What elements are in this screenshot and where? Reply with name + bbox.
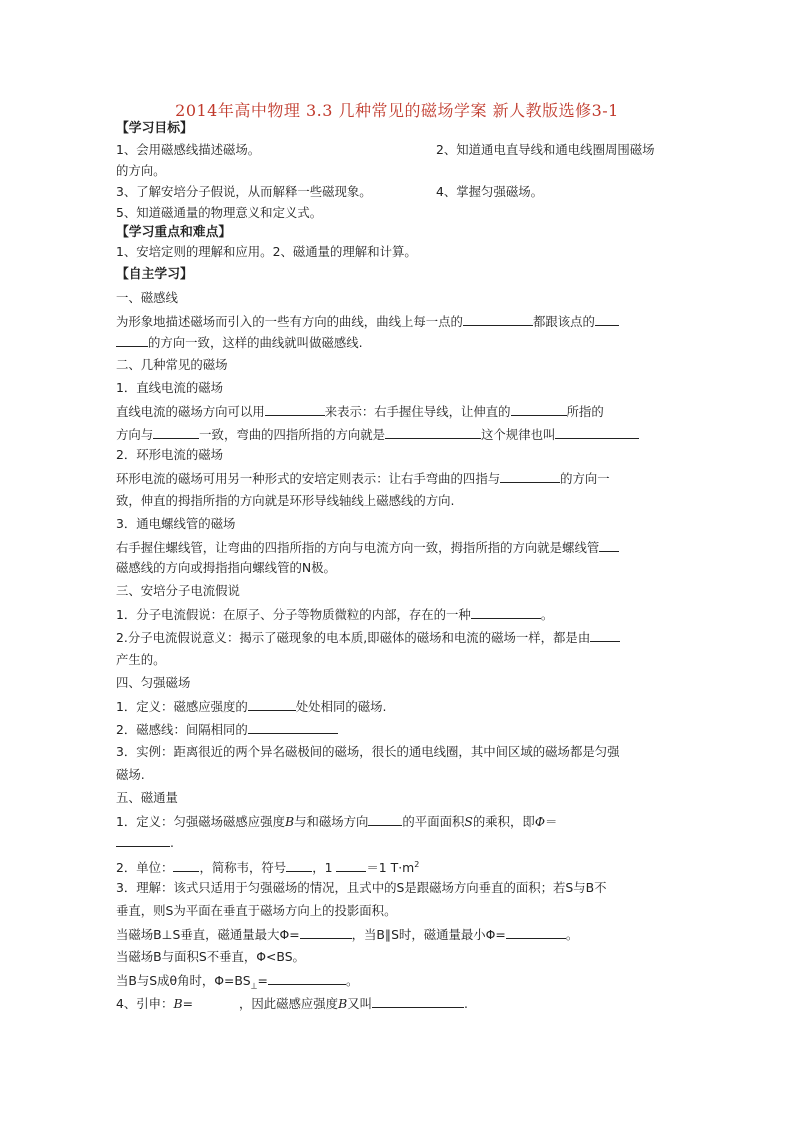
section-3-line-2 bbox=[116, 629, 620, 646]
text: 与和磁场方向 bbox=[294, 814, 369, 829]
text: 1．定义：匀强磁场磁感应强度 bbox=[116, 814, 285, 829]
section-5-line-4: 3．理解：该式只适用于匀强磁场的情况，且式中的S是跟磁场方向垂直的面积；若S与B不 bbox=[116, 880, 607, 895]
text: 的乘积，即 bbox=[472, 814, 535, 829]
text: 。 bbox=[540, 607, 554, 622]
document-title: 2014年高中物理 3.3 几种常见的磁场学案 新人教版选修3-1 bbox=[175, 101, 619, 120]
section-2-1-line-1 bbox=[116, 403, 604, 420]
section-5-line-6 bbox=[116, 926, 578, 943]
symbol-b: B bbox=[338, 996, 348, 1011]
objective-3: 3、了解安培分子假说，从而解释一些磁现象。 bbox=[116, 184, 372, 199]
text: ，当B∥S时，磁通量最小Φ= bbox=[351, 927, 506, 942]
section-2-2-title: 2．环形电流的磁场 bbox=[116, 447, 224, 462]
section-4-title: 四、匀强磁场 bbox=[116, 675, 191, 690]
symbol-b: B bbox=[173, 996, 183, 1011]
text: 方向与 bbox=[116, 427, 154, 442]
section-4-line-1 bbox=[116, 698, 386, 715]
text: ，因此磁感应强度 bbox=[238, 996, 339, 1011]
text: 4、引申： bbox=[116, 996, 174, 1011]
section-5-line-2 bbox=[116, 834, 174, 851]
text: 1．定义：磁感应强度的 bbox=[116, 699, 248, 714]
fill-blank[interactable] bbox=[153, 426, 199, 439]
fill-blank[interactable] bbox=[268, 972, 346, 985]
section-2-1-line-2 bbox=[116, 426, 639, 443]
fill-blank[interactable] bbox=[500, 470, 560, 483]
text: . bbox=[463, 996, 468, 1011]
text: 都跟该点的 bbox=[532, 314, 595, 329]
text: 。 bbox=[345, 973, 359, 988]
fill-blank[interactable] bbox=[116, 834, 170, 847]
fill-blank[interactable] bbox=[506, 926, 566, 939]
text: 2．单位： bbox=[116, 860, 174, 876]
section-2-3-title: 3．通电螺线管的磁场 bbox=[116, 516, 236, 531]
symbol-phi: Φ bbox=[534, 814, 545, 829]
text: 的平面面积 bbox=[402, 814, 465, 829]
fill-blank[interactable] bbox=[116, 334, 148, 347]
text: 这个规律也叫 bbox=[481, 427, 556, 442]
fill-blank[interactable] bbox=[265, 403, 325, 416]
fill-blank[interactable] bbox=[463, 313, 533, 326]
subscript: ⊥ bbox=[250, 981, 258, 991]
section-3-line-3: 产生的。 bbox=[116, 652, 166, 667]
section-5-line-7: 当磁场B与面积S不垂直，Φ<BS。 bbox=[116, 949, 305, 964]
objectives-heading: 【学习目标】 bbox=[116, 121, 193, 136]
text: ，1 bbox=[312, 860, 333, 876]
symbol-b: B bbox=[284, 814, 295, 829]
text: 的方向一致，这样的曲线就叫做磁感线. bbox=[148, 335, 363, 350]
text: 2.分子电流假说意义：揭示了磁现象的电本质,即磁体的磁场和电流的磁场一样，都是由 bbox=[116, 630, 591, 645]
text: 直线电流的磁场方向可以用 bbox=[116, 404, 265, 419]
keypoints-heading: 【学习重点和难点】 bbox=[116, 225, 232, 240]
text: 当B与S成θ角时，Φ=BS bbox=[116, 973, 251, 988]
text: 所指的 bbox=[566, 404, 604, 419]
fill-blank[interactable] bbox=[590, 629, 620, 642]
text: 2．磁感线：间隔相同的 bbox=[116, 722, 248, 737]
fill-blank[interactable] bbox=[385, 426, 481, 439]
fill-blank[interactable] bbox=[511, 403, 567, 416]
text: 一致，弯曲的四指所指的方向就是 bbox=[199, 427, 386, 442]
text: 来表示：右手握住导线，让伸直的 bbox=[324, 404, 511, 419]
text: ，简称韦，符号 bbox=[199, 860, 287, 876]
symbol-s: S bbox=[464, 814, 473, 829]
objective-2: 2、知道通电直导线和通电线圈周围磁场 bbox=[436, 142, 655, 157]
objective-5: 5、知道磁通量的物理意义和定义式。 bbox=[116, 205, 323, 220]
section-1-line-2 bbox=[116, 334, 363, 351]
section-2-title: 二、几种常见的磁场 bbox=[116, 357, 228, 372]
text: 当磁场B⊥S垂直，磁通量最大Φ= bbox=[116, 927, 300, 942]
objective-4: 4、掌握匀强磁场。 bbox=[436, 184, 544, 199]
text: 的方向一 bbox=[560, 471, 610, 486]
section-2-3-line-2: 磁感线的方向或拇指指向螺线管的N极。 bbox=[116, 560, 336, 575]
superscript: 2 bbox=[414, 860, 420, 869]
section-4-line-4: 磁场. bbox=[116, 767, 145, 782]
text: ＝ bbox=[545, 814, 558, 829]
fill-blank[interactable] bbox=[286, 859, 312, 872]
fill-blank[interactable] bbox=[248, 721, 338, 734]
fill-blank[interactable] bbox=[368, 813, 402, 826]
section-3-title: 三、安培分子电流假说 bbox=[116, 583, 240, 598]
fill-blank[interactable] bbox=[248, 698, 296, 711]
section-3-line-1 bbox=[116, 606, 553, 623]
section-2-2-line-2: 致，伸直的拇指所指的方向就是环形导线轴线上磁感线的方向. bbox=[116, 493, 455, 508]
objective-1: 1、会用磁感线描述磁场。 bbox=[116, 142, 261, 157]
section-1-title: 一、磁感线 bbox=[116, 290, 178, 305]
fill-blank[interactable] bbox=[372, 995, 464, 1008]
fill-blank[interactable] bbox=[471, 606, 541, 619]
section-4-line-3: 3．实例：距离很近的两个异名磁极间的磁场，很长的通电线圈，其中间区域的磁场都是匀强 bbox=[116, 744, 620, 759]
section-2-2-line-1 bbox=[116, 470, 610, 487]
fill-blank[interactable] bbox=[595, 313, 619, 326]
fill-blank[interactable] bbox=[555, 426, 639, 439]
text: 1．分子电流假说：在原子、分子等物质微粒的内部，存在的一种 bbox=[116, 607, 471, 622]
section-5-line-9 bbox=[116, 995, 468, 1012]
section-1-line-1 bbox=[116, 313, 619, 330]
section-5-line-5: 垂直，则S为平面在垂直于磁场方向上的投影面积。 bbox=[116, 903, 397, 918]
section-5-line-1 bbox=[116, 813, 557, 830]
text: 为形象地描述磁场而引入的一些有方向的曲线，曲线上每一点的 bbox=[116, 314, 463, 329]
objective-2-cont: 的方向。 bbox=[116, 163, 166, 178]
text: 。 bbox=[565, 927, 579, 942]
section-2-1-title: 1．直线电流的磁场 bbox=[116, 380, 224, 395]
section-2-3-line-1 bbox=[116, 539, 619, 556]
text: 处处相同的磁场. bbox=[295, 699, 387, 714]
fill-blank[interactable] bbox=[300, 926, 352, 939]
text: . bbox=[170, 835, 174, 850]
section-5-line-8 bbox=[116, 972, 358, 994]
text: ＝1 T·m bbox=[366, 860, 415, 876]
text: 又叫 bbox=[347, 996, 372, 1011]
fill-blank[interactable] bbox=[599, 539, 619, 552]
section-5-title: 五、磁通量 bbox=[116, 790, 178, 805]
text: 右手握住螺线管，让弯曲的四指所指的方向与电流方向一致，拇指所指的方向就是螺线管 bbox=[116, 540, 600, 555]
section-5-line-3 bbox=[116, 857, 419, 876]
fill-blank[interactable] bbox=[173, 859, 199, 872]
keypoints-text: 1、安培定则的理解和应用。2、磁通量的理解和计算。 bbox=[116, 244, 417, 259]
section-4-line-2 bbox=[116, 721, 338, 738]
text: = bbox=[257, 973, 268, 988]
fill-blank[interactable] bbox=[336, 859, 366, 872]
text: 环形电流的磁场可用另一种形式的安培定则表示：让右手弯曲的四指与 bbox=[116, 471, 501, 486]
self-study-heading: 【自主学习】 bbox=[116, 267, 193, 282]
text: = bbox=[182, 996, 193, 1011]
